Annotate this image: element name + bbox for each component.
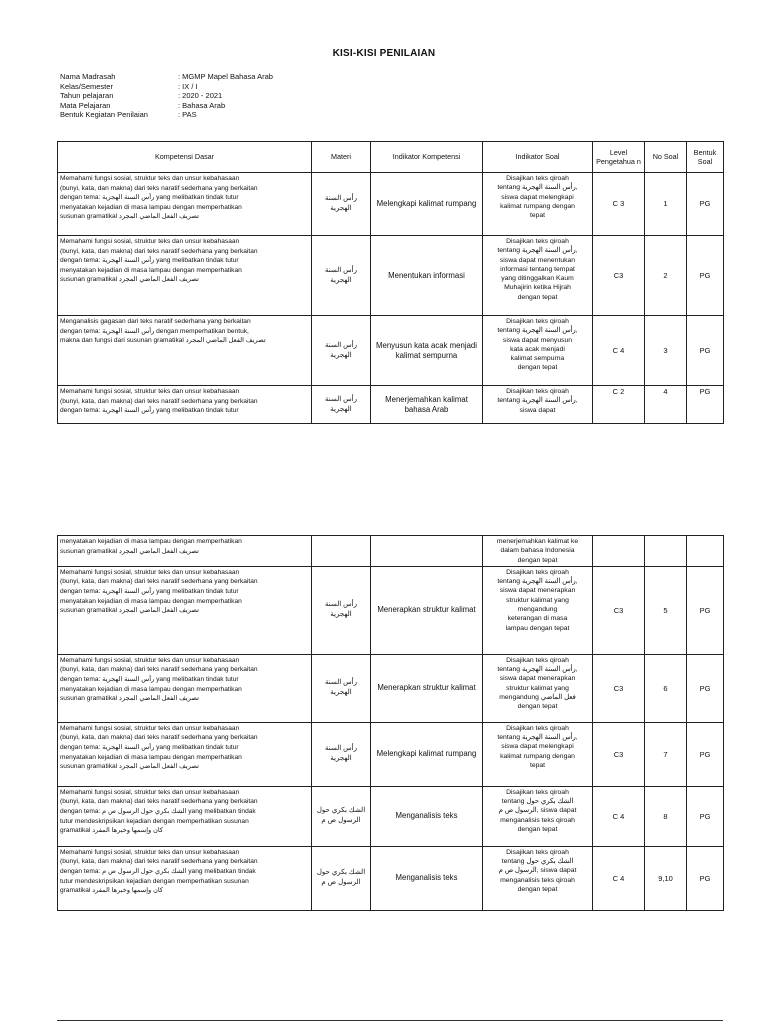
materi-cell: الشك بكري حول الرسول ص م [312,846,371,910]
indikator-soal-line: tentang رأس السنة الهجرية, [497,734,578,742]
indikator-soal-line: Disajikan teks qiroah [506,318,569,325]
indikator-soal-line: lampau dengan tepat [505,624,570,632]
table-row [58,786,724,846]
materi-cell: رأس السنة الهجرية [312,236,371,316]
kd-line: gramatikal كان وإسمها وخبرها المفرد [60,827,164,835]
kd-line: menyatakan kejadian di masa lampau dengan memperhatikan [60,266,242,274]
indikator-soal-line: Disajikan teks qiroah [506,175,569,182]
indikator-soal-line: informasi tentang tempat [500,265,575,273]
indikator-soal-line: dengan tepat [517,886,558,894]
header-no-soal: No Soal [645,142,687,173]
meta-row [60,91,378,101]
kd-line: makna dan fungsi dari susunan gramatikal تصريف الفعل الماضي المجرد [60,337,266,345]
indikator-soal-cell [483,173,593,236]
indikator-soal-line: menerjemahkan kalimat ke [496,538,579,545]
indikator-kompetensi-cell: Menerjemahkan kalimat bahasa Arab [371,386,483,424]
level-cell: C3 [593,722,645,786]
kd-line: menyatakan kejadian di masa lampau dengan memperhatikan [60,597,242,605]
meta-label: Nama Madrasah [60,72,116,81]
kompetensi-dasar-cell [58,386,312,424]
no-soal-cell [645,536,687,567]
indikator-soal-line: dengan tepat [517,556,558,564]
indikator-soal-line: struktur kalimat yang [506,684,569,692]
kompetensi-dasar-cell [58,566,312,654]
level-cell: C 4 [593,316,645,386]
kd-line: dengan tema: رأس السنة الهجرية yang melibatkan tindak tutur [60,588,239,596]
materi-cell: رأس السنة الهجرية [312,654,371,722]
indikator-soal-line: siswa dapat menentukan [499,256,576,264]
table-row [58,566,724,654]
indikator-soal-line: tepat [529,212,546,220]
indikator-soal-line: siswa dapat menyusun [502,336,573,344]
kd-line: (bunyi, kata, dan makna) dari teks naratif sederhana yang berkaitan [60,397,258,405]
kd-line: susunan gramatikal تصريف الفعل الماضي المجرد [60,547,199,555]
indikator-kompetensi-cell: Melengkapi kalimat rumpang [371,173,483,236]
bentuk-soal-cell: PG [687,386,724,424]
indikator-soal-cell [483,566,593,654]
materi-cell: رأس السنة الهجرية [312,316,371,386]
document-title: KISI-KISI PENILAIAN [332,48,436,59]
meta-label: Kelas/Semester [60,81,113,91]
materi-cell: الشك بكري حول الرسول ص م [312,786,371,846]
kd-line: menyatakan kejadian di masa lampau dengan memperhatikan [60,685,242,693]
indikator-kompetensi-cell: Menganalisis teks [371,786,483,846]
indikator-soal-line: tentang رأس السنة الهجرية, [497,397,578,405]
indikator-soal-line: siswa dapat menerapkan [499,675,576,683]
indikator-soal-line: siswa dapat [519,406,556,414]
kompetensi-dasar-cell [58,846,312,910]
indikator-soal-line: tentang الشك بكري حول [501,798,574,806]
meta-value: : 2020 - 2021 [178,91,223,101]
meta-row [60,110,378,120]
kd-line: dengan tema: رأس السنة الهجرية dengan memperhatikan bentuk, [60,327,249,335]
kd-line: Menganalisis gagasan dari teks naratif sederhana yang berkaitan [60,318,251,325]
materi-cell: رأس السنة الهجرية [312,173,371,236]
table-row [58,536,724,567]
bentuk-soal-cell: PG [687,173,724,236]
indikator-soal-cell [483,236,593,316]
indikator-soal-line: siswa dapat melengkapi [501,743,574,751]
indikator-soal-line: mengandung [517,606,558,614]
meta-value: : Bahasa Arab [178,100,226,110]
table-row [58,386,724,424]
kd-line: (bunyi, kata, dan makna) dari teks naratif sederhana yang berkaitan [60,798,258,806]
indikator-soal-line: Disajikan teks qiroah [506,388,569,395]
indikator-soal-line: siswa dapat menerapkan [499,587,576,595]
indikator-soal-line: yang ditinggalkan Kaum [501,275,574,283]
indikator-soal-line: Disajikan teks qiroah [506,238,569,245]
indikator-kompetensi-cell: Menerapkan struktur kalimat [371,566,483,654]
kd-line: susunan gramatikal تصريف الفعل الماضي المجرد [60,607,199,615]
table-body-page2 [58,536,724,911]
indikator-soal-cell [483,786,593,846]
table-row [58,236,724,316]
indikator-soal-line: Disajikan teks qiroah [506,848,569,856]
indikator-soal-line: Disajikan teks qiroah [506,656,569,664]
materi-cell: رأس السنة الهجرية [312,386,371,424]
kd-line: menyatakan kejadian di masa lampau dengan memperhatikan [60,753,242,761]
indikator-kompetensi-cell: Menyusun kata acak menjadi kalimat sempurna [371,316,483,386]
kisi-table-page2 [57,535,724,911]
materi-cell: رأس السنة الهجرية [312,566,371,654]
kd-line: dengan tema: رأس السنة الهجرية yang melibatkan tindak tutur [60,744,239,752]
indikator-soal-line: الرسول ص م, siswa dapat [498,867,577,875]
bentuk-soal-cell: PG [687,786,724,846]
bentuk-soal-cell [687,536,724,567]
indikator-kompetensi-cell: Menganalisis teks [371,846,483,910]
header-materi: Materi [312,142,371,173]
no-soal-cell: 9,10 [645,846,687,910]
kd-line: Memahami fungsi sosial, struktur teks dan unsur kebahasaan [60,656,240,664]
kd-line: tutur mendeskripsikan kejadian dengan memperhatikan susunan [60,817,249,825]
bentuk-soal-cell: PG [687,846,724,910]
kd-line: (bunyi, kata, dan makna) dari teks naratif sederhana yang berkaitan [60,247,258,255]
kd-line: Memahami fungsi sosial, struktur teks dan unsur kebahasaan [60,788,240,796]
level-cell [593,536,645,567]
no-soal-cell: 7 [645,722,687,786]
indikator-soal-line: kata acak menjadi [510,345,565,353]
indikator-soal-line: kalimat rumpang dengan [500,202,575,210]
meta-label: Bentuk Kegiatan Penilaian [60,110,148,120]
level-cell: C 3 [593,173,645,236]
no-soal-cell: 8 [645,786,687,846]
indikator-soal-line: struktur kalimat yang [506,596,569,604]
no-soal-cell: 3 [645,316,687,386]
level-cell: C3 [593,654,645,722]
indikator-soal-line: Muhajirin ketika Hijrah [504,284,571,292]
meta-row [60,82,378,92]
meta-row [60,72,378,82]
kompetensi-dasar-cell [58,786,312,846]
kompetensi-dasar-cell [58,536,312,567]
indikator-soal-line: kalimat rumpang dengan [500,752,575,760]
indikator-soal-line: dalam bahasa Indonesia [500,547,575,555]
table-row [58,722,724,786]
kd-line: (bunyi, kata, dan makna) dari teks naratif sederhana yang berkaitan [60,578,258,586]
header-indikator-soal: Indikator Soal [483,142,593,173]
kd-line: menyatakan kejadian di masa lampau dengan memperhatikan [60,203,242,211]
table-row [58,846,724,910]
materi-cell [312,536,371,567]
indikator-soal-line: dengan tepat [517,826,558,834]
indikator-soal-line: keterangan di masa [507,615,568,623]
level-cell: C 4 [593,846,645,910]
header-level: Level Pengetahua n [593,142,645,173]
meta-value: : MGMP Mapel Bahasa Arab [178,72,273,81]
indikator-soal-cell [483,536,593,567]
kd-line: (bunyi, kata, dan makna) dari teks naratif sederhana yang berkaitan [60,184,258,192]
bentuk-soal-cell: PG [687,236,724,316]
indikator-kompetensi-cell: Melengkapi kalimat rumpang [371,722,483,786]
kd-line: gramatikal كان وإسمها وخبرها المفرد [60,887,164,895]
kisi-table-page1 [57,141,724,424]
indikator-soal-line: الرسول ص م, siswa dapat [498,807,577,815]
meta-value: : IX / I [178,81,198,91]
kd-line: susunan gramatikal تصريف الفعل الماضي المجرد [60,695,199,703]
kd-line: Memahami fungsi sosial, struktur teks dan unsur kebahasaan [60,848,240,856]
kd-line: dengan tema: الشك بكري حول الرسول ص م yang melibatkan tindak [60,808,256,816]
indikator-soal-line: Disajikan teks qiroah [506,724,569,732]
indikator-soal-cell [483,722,593,786]
indikator-soal-line: Disajikan teks qiroah [506,568,569,576]
bentuk-soal-cell: PG [687,654,724,722]
no-soal-cell: 1 [645,173,687,236]
indikator-soal-line: tentang رأس السنة الهجرية, [497,666,578,674]
kompetensi-dasar-cell [58,236,312,316]
indikator-soal-cell [483,846,593,910]
indikator-kompetensi-cell [371,536,483,567]
kd-line: dengan tema: رأس السنة الهجرية yang melibatkan tindak tutur [60,194,239,202]
meta-label: Mata Pelajaran [60,100,111,110]
kd-line: dengan tema: الشك بكري حول الرسول ص م yang melibatkan tindak [60,868,256,876]
indikator-soal-line: dengan tepat [517,703,558,711]
kd-line: tutur mendeskripsikan kejadian dengan memperhatikan susunan [60,877,249,885]
kd-line: (bunyi, kata, dan makna) dari teks naratif sederhana yang berkaitan [60,666,258,674]
kd-line: (bunyi, kata, dan makna) dari teks naratif sederhana yang berkaitan [60,734,258,742]
kd-line: susunan gramatikal تصريف الفعل الماضي المجرد [60,276,199,284]
indikator-soal-line: siswa dapat melengkapi [501,193,574,201]
level-cell: C3 [593,236,645,316]
bentuk-soal-cell: PG [687,722,724,786]
indikator-soal-line: dengan tepat [517,293,558,301]
indikator-soal-line: tentang رأس السنة الهجرية, [497,184,578,192]
kd-line: dengan tema: رأس السنة الهجرية yang melibatkan tindak tutur [60,407,239,415]
bentuk-soal-cell: PG [687,566,724,654]
kd-line: Memahami fungsi sosial, struktur teks dan unsur kebahasaan [60,388,240,395]
kompetensi-dasar-cell [58,173,312,236]
indikator-soal-line: Disajikan teks qiroah [506,788,569,796]
kd-line: susunan gramatikal تصريف الفعل الماضي المجرد [60,763,199,771]
header-kompetensi-dasar: Kompetensi Dasar [58,142,312,173]
indikator-kompetensi-cell: Menentukan informasi [371,236,483,316]
meta-label: Tahun pelajaran [60,91,114,101]
indikator-soal-line: tepat [529,762,546,770]
indikator-soal-line: menganalisis teks qiroah [500,816,575,824]
indikator-soal-line: tentang الشك بكري حول [501,858,574,866]
no-soal-cell: 5 [645,566,687,654]
kd-line: Memahami fungsi sosial, struktur teks dan unsur kebahasaan [60,238,240,245]
table-row [58,654,724,722]
indikator-soal-cell [483,316,593,386]
indikator-soal-cell [483,654,593,722]
level-cell: C3 [593,566,645,654]
document-meta [60,72,378,120]
page-divider [57,1020,723,1021]
kd-line: dengan tema: رأس السنة الهجرية yang melibatkan tindak tutur [60,676,239,684]
kd-line: susunan gramatikal تصريف الفعل الماضي المجرد [60,213,199,221]
meta-row [60,101,378,111]
kd-line: Memahami fungsi sosial, struktur teks dan unsur kebahasaan [60,175,240,182]
indikator-soal-line: menganalisis teks qiroah [500,876,575,884]
meta-value: : PAS [178,110,197,120]
indikator-soal-cell [483,386,593,424]
no-soal-cell: 4 [645,386,687,424]
header-bentuk-soal: Bentuk Soal [687,142,724,173]
indikator-kompetensi-cell: Menerapkan struktur kalimat [371,654,483,722]
kompetensi-dasar-cell [58,654,312,722]
indikator-soal-line: tentang رأس السنة الهجرية, [497,247,578,255]
kd-line: dengan tema: رأس السنة الهجرية yang melibatkan tindak tutur [60,257,239,265]
table-row [58,173,724,236]
indikator-soal-line: dengan tepat [517,364,558,372]
indikator-soal-line: mengandung فعل الماضي [499,694,576,702]
table-header-row [58,142,724,173]
no-soal-cell: 2 [645,236,687,316]
header-indikator-kompetensi: Indikator Kompetensi [371,142,483,173]
bentuk-soal-cell: PG [687,316,724,386]
kompetensi-dasar-cell [58,316,312,386]
level-cell: C 4 [593,786,645,846]
level-cell: C 2 [593,386,645,424]
materi-cell: رأس السنة الهجرية [312,722,371,786]
table-body-page1 [58,173,724,424]
no-soal-cell: 6 [645,654,687,722]
kd-line: Memahami fungsi sosial, struktur teks dan unsur kebahasaan [60,568,240,576]
indikator-soal-line: tentang رأس السنة الهجرية, [497,578,578,586]
kd-line: (bunyi, kata, dan makna) dari teks naratif sederhana yang berkaitan [60,858,258,866]
indikator-soal-line: kalimat sempurna [510,355,565,363]
indikator-soal-line: tentang رأس السنة الهجرية, [497,327,578,335]
kompetensi-dasar-cell [58,722,312,786]
kd-line: Memahami fungsi sosial, struktur teks dan unsur kebahasaan [60,724,240,732]
table-row [58,316,724,386]
kd-line: menyatakan kejadian di masa lampau dengan memperhatikan [60,538,242,545]
